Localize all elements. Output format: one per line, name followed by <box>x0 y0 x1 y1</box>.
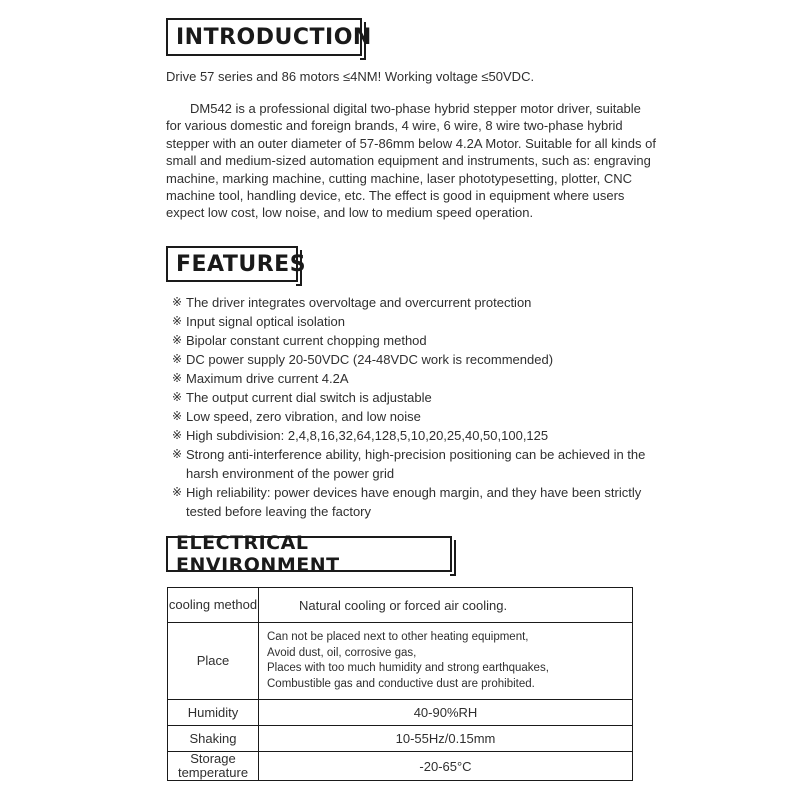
row-label-storage-temperature: Storage temperature <box>168 752 259 781</box>
feature-item <box>172 426 652 445</box>
intro-summary-line: Drive 57 series and 86 motors ≤4NM! Working voltage ≤50VDC. <box>166 69 535 84</box>
reference-mark-icon: ※ <box>172 409 183 423</box>
feature-item <box>172 388 652 407</box>
table-row <box>168 588 633 623</box>
feature-text: The output current dial switch is adjustable <box>186 390 432 405</box>
feature-text: Strong anti-interference ability, high-precision positioning can be achieved in the harsh environment of the power grid <box>186 447 646 481</box>
electrical-environment-heading <box>166 532 452 576</box>
intro-paragraph <box>166 100 656 222</box>
feature-item <box>172 445 652 483</box>
feature-item <box>172 407 652 426</box>
feature-text: Input signal optical isolation <box>186 314 345 329</box>
introduction-heading-text: INTRODUCTION <box>176 24 372 50</box>
electrical-environment-heading-text: ELECTRICAL ENVIRONMENT <box>176 532 340 576</box>
feature-item <box>172 369 652 388</box>
reference-mark-icon: ※ <box>172 485 183 499</box>
table-row <box>168 726 633 752</box>
feature-item <box>172 312 652 331</box>
reference-mark-icon: ※ <box>172 333 183 347</box>
row-value-place <box>259 623 633 700</box>
row-label-shaking: Shaking <box>168 726 259 752</box>
reference-mark-icon: ※ <box>172 390 183 404</box>
feature-item <box>172 293 652 312</box>
feature-text: DC power supply 20-50VDC (24-48VDC work is recommended) <box>186 352 554 367</box>
table-row <box>168 752 633 781</box>
place-line: Places with too much humidity and strong earthquakes, <box>267 662 549 674</box>
row-value-cooling: Natural cooling or forced air cooling. <box>259 588 633 623</box>
place-line: Can not be placed next to other heating equipment, <box>267 631 529 643</box>
reference-mark-icon: ※ <box>172 447 183 461</box>
place-line: Avoid dust, oil, corrosive gas, <box>267 646 417 659</box>
reference-mark-icon: ※ <box>172 352 183 366</box>
reference-mark-icon: ※ <box>172 314 183 328</box>
table-row <box>168 700 633 726</box>
row-label-place: Place <box>168 623 259 700</box>
feature-text: Low speed, zero vibration, and low noise <box>186 409 421 424</box>
reference-mark-icon: ※ <box>172 428 183 442</box>
place-line: Combustible gas and conductive dust are prohibited. <box>267 677 535 690</box>
row-value-shaking: 10-55Hz/0.15mm <box>259 726 633 752</box>
environment-table <box>167 587 633 781</box>
features-heading <box>166 246 307 282</box>
reference-mark-icon: ※ <box>172 295 183 309</box>
feature-item <box>172 331 652 350</box>
introduction-heading <box>166 18 372 56</box>
row-value-storage-temperature: -20-65°C <box>259 752 633 781</box>
feature-text: The driver integrates overvoltage and overcurrent protection <box>186 295 532 310</box>
table-row <box>168 623 633 700</box>
row-value-humidity: 40-90%RH <box>259 700 633 726</box>
feature-text: Bipolar constant current chopping method <box>186 333 427 348</box>
feature-item <box>172 483 652 521</box>
intro-paragraph-text: DM542 is a professional digital two-phase hybrid stepper motor driver, suitable for various domestic and foreign brands, 4 wire, 6 wire, 8 wire two-phase hybrid stepper with an outer diameter of 57-86mm below 4.2A Motor. Suitable for all kinds of small and medium-sized automation equipment and instruments, such as: engraving machine, marking machine, cutting machine, laser phototypesetting, plotter, CNC machine tool, handling device, etc. The effect is good in equipment where users expect low cost, low noise, and low to medium speed operation. <box>166 101 656 221</box>
features-heading-text: FEATURES <box>176 251 307 277</box>
row-label-cooling: cooling method <box>168 588 259 623</box>
features-list <box>172 293 652 521</box>
feature-text: High subdivision: 2,4,8,16,32,64,128,5,10,20,25,40,50,100,125 <box>186 428 549 443</box>
feature-item <box>172 350 652 369</box>
row-label-humidity: Humidity <box>168 700 259 726</box>
reference-mark-icon: ※ <box>172 371 183 385</box>
feature-text: High reliability: power devices have enough margin, and they have been strictly tested before leaving the factory <box>186 485 642 519</box>
feature-text: Maximum drive current 4.2A <box>186 371 349 386</box>
